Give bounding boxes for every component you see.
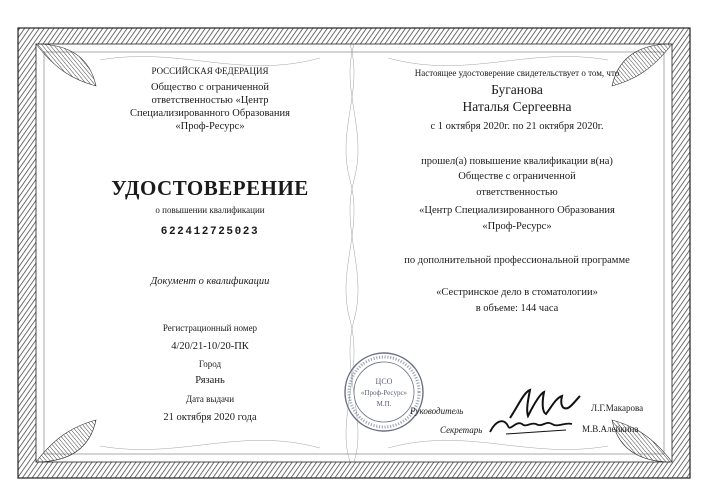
training-period: с 1 октября 2020г. по 21 октября 2020г.	[430, 121, 604, 132]
stamp-line3: М.П.	[376, 400, 392, 408]
program-name: «Сестринское дело в стоматологии»	[436, 287, 598, 298]
issuer-org-line2: ответственностью «Центр	[151, 95, 269, 106]
issuer-org-line3: Специализированного Образования	[129, 108, 290, 119]
secretary-signature	[486, 414, 576, 438]
holder-surname: Буганова	[491, 82, 543, 97]
secretary-name: М.В.Алейкина	[582, 424, 639, 434]
head-name: Л.Г.Макарова	[591, 403, 644, 413]
official-stamp	[342, 350, 426, 434]
city-label: Город	[198, 359, 222, 369]
program-volume: в объеме: 144 часа	[475, 303, 559, 314]
training-org-line1: Обществе с ограниченной	[458, 171, 576, 182]
document-title: УДОСТОВЕРЕНИЕ	[111, 176, 309, 200]
program-label: по дополнительной профессиональной программе	[404, 255, 630, 266]
issuer-org-line1: Общество с ограниченной	[151, 82, 269, 93]
stamp-line2: «Проф-Ресурс»	[360, 389, 408, 397]
certifies-intro: Настоящее удостоверение свидетельствует о том, что	[414, 68, 620, 78]
training-org-line3: «Центр Специализированного Образования	[419, 205, 615, 216]
holder-given-names: Наталья Сергеевна	[462, 99, 572, 114]
document-subtitle: о повышении квалификации	[155, 205, 265, 215]
document-type: Документ о квалификации	[150, 276, 270, 287]
secretary-label: Секретарь	[440, 425, 483, 435]
city-value: Рязань	[195, 375, 225, 386]
document-number: 622412725023	[160, 226, 260, 238]
reg-number-label: Регистрационный номер	[162, 323, 258, 333]
issue-date: 21 октября 2020 года	[163, 412, 257, 423]
training-org-line2: ответственностью	[476, 187, 558, 198]
qualification-statement: прошел(а) повышение квалификации в(на)	[421, 156, 613, 167]
training-org-line4: «Проф-Ресурс»	[482, 221, 552, 232]
issuer-org-line4: «Проф-Ресурс»	[175, 121, 245, 132]
issue-date-label: Дата выдачи	[185, 394, 235, 404]
federation-label: РОССИЙСКАЯ ФЕДЕРАЦИЯ	[151, 66, 269, 76]
stamp-line1: ЦСО	[375, 377, 393, 386]
reg-number: 4/20/21-10/20-ПК	[171, 341, 249, 352]
head-label: Руководитель	[410, 406, 464, 416]
